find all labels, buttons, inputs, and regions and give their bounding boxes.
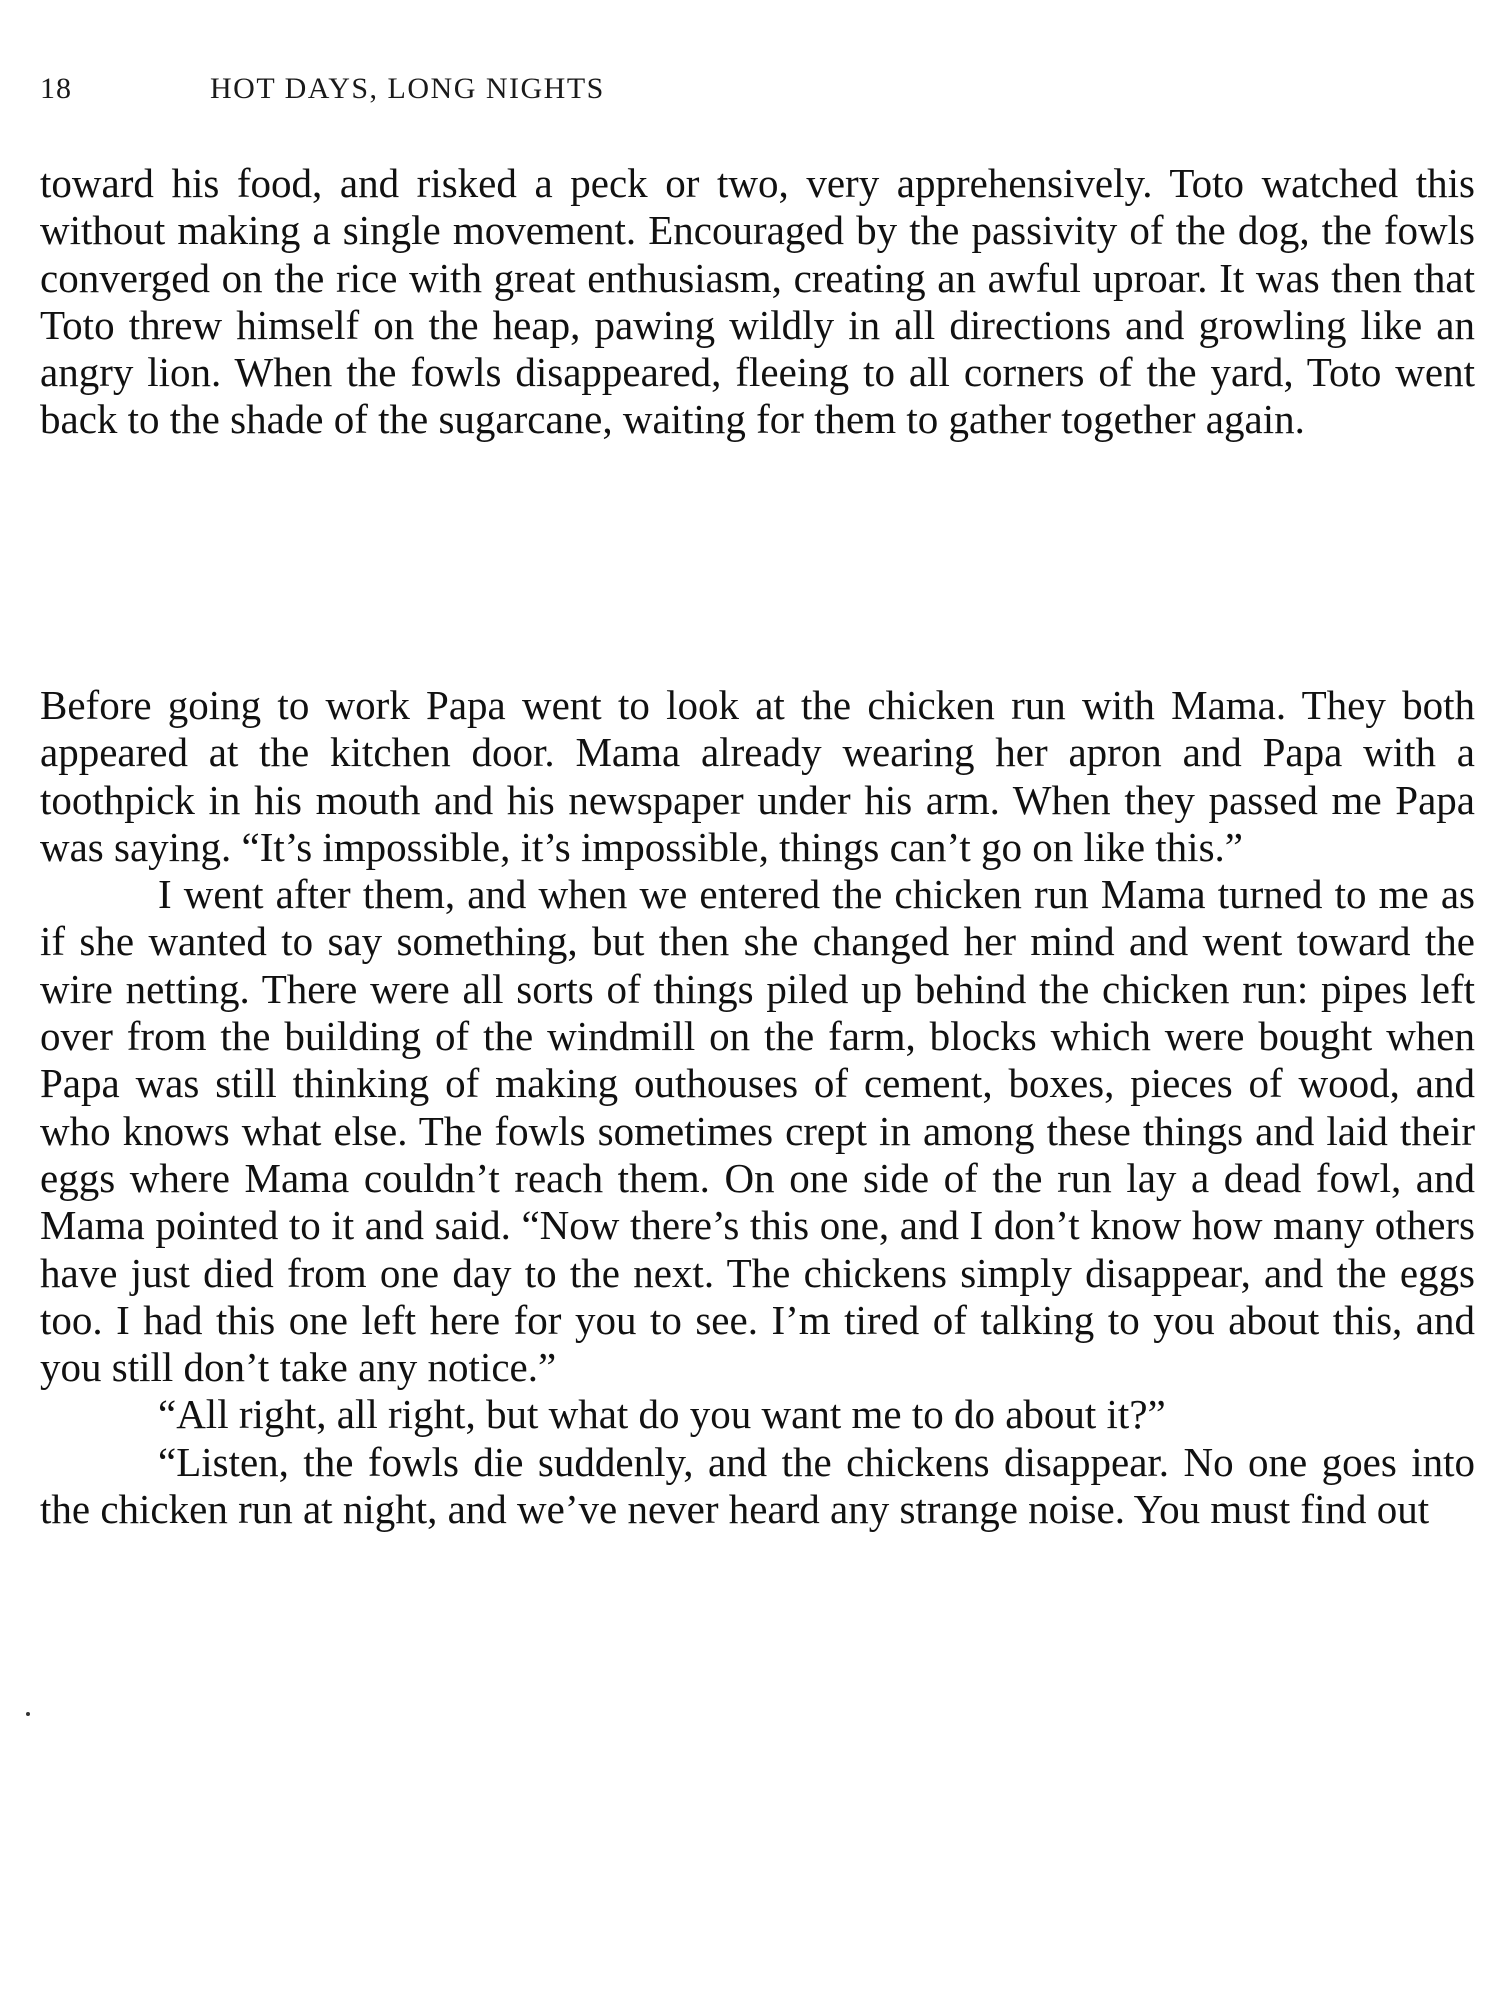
book-title: HOT DAYS, LONG NIGHTS (210, 72, 605, 105)
page-number: 18 (40, 72, 72, 105)
paragraph: Before going to work Papa went to look at the chicken run with Mama. They both appeared at the kitchen door. Mama already wearing her apron and Papa with a toothpick in his mouth and his newspaper under his arm. When they passed me Papa was saying. “It’s impossible, it’s impossible, things can’t go on like this.” (40, 682, 1475, 870)
text-section-main (40, 682, 1475, 1533)
paragraph: I went after them, and when we entered the chicken run Mama turned to me as if she wanted to say something, but then she changed her mind and went toward the wire netting. There were all sorts of things piled up behind the chicken run: pipes left over from the building of the windmill on the farm, blocks which were bought when Papa was still thinking of making outhouses of cement, boxes, pieces of wood, and who knows what else. The fowls sometimes crept in among these things and laid their eggs where Mama couldn’t reach them. On one side of the run lay a dead fowl, and Mama pointed to it and said. “Now there’s this one, and I don’t know how many others have just died from one day to the next. The chickens simply disappear, and the eggs too. I had this one left here for you to see. I’m tired of talking to you about this, and you still don’t take any notice.” (40, 871, 1475, 1391)
paragraph: “Listen, the fowls die suddenly, and the chickens disappear. No one goes into the chicken run at night, and we’ve never heard any strange noise. You must find out (40, 1438, 1475, 1533)
running-head (40, 72, 605, 106)
paragraph: toward his food, and risked a peck or two, very apprehensively. Toto watched this without making a single movement. Encouraged by the passivity of the dog, the fowls converged on the rice with great enthusiasm, creating an awful uproar. It was then that Toto threw himself on the heap, pawing wildly in all directions and growling like an angry lion. When the fowls disappeared, fleeing to all corners of the yard, Toto went back to the shade of the sugarcane, waiting for them to gather together again. (40, 160, 1475, 443)
text-section-top (40, 160, 1475, 444)
print-speck (26, 1712, 30, 1716)
paragraph: “All right, all right, but what do you want me to do about it?” (158, 1391, 1166, 1438)
